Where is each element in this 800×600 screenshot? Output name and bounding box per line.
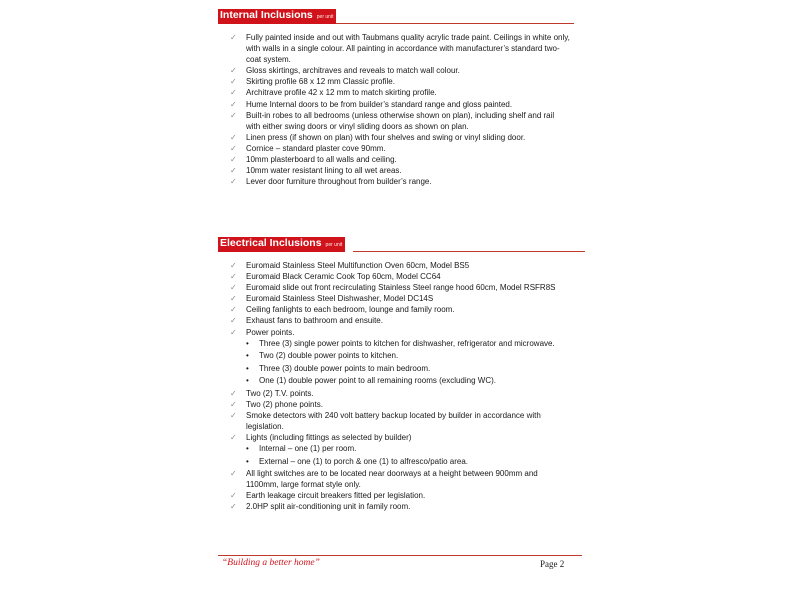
checkmark-icon: ✓	[230, 469, 237, 479]
list-item	[230, 132, 570, 143]
list-item-text: Two (2) phone points.	[246, 399, 323, 409]
list-item-text: Ceiling fanlights to each bedroom, lounge and family room.	[246, 305, 455, 315]
per-unit-label: per unit	[316, 14, 334, 20]
internal-inclusions-list	[230, 32, 570, 187]
checkmark-icon: ✓	[230, 294, 237, 304]
list-item-text: Gloss skirtings, architraves and reveals to match wall colour.	[246, 66, 460, 76]
sub-list-item-text: Three (3) single power points to kitchen for dishwasher, refrigerator and microwave.	[259, 338, 555, 348]
list-item-text: Hume Internal doors to be from builder’s standard range and gloss painted.	[246, 99, 513, 109]
per-unit-label: per unit	[325, 242, 343, 248]
list-item-text: Linen press (if shown on plan) with four shelves and swing or vinyl sliding door.	[246, 132, 526, 142]
list-item	[230, 327, 586, 388]
list-item-text: Architrave profile 42 x 12 mm to match skirting profile.	[246, 88, 437, 98]
checkmark-icon: ✓	[230, 410, 237, 420]
list-item-text: Lights (including fittings as selected by builder)	[246, 433, 412, 443]
checkmark-icon: ✓	[230, 327, 237, 337]
bullet-icon: •	[246, 338, 249, 348]
bullet-icon: •	[246, 456, 249, 466]
electrical-inclusions-title: Electrical Inclusions per unit	[218, 237, 345, 252]
checkmark-icon: ✓	[230, 388, 237, 398]
footer-rule	[218, 555, 582, 556]
list-item	[230, 282, 586, 293]
list-item-text: Earth leakage circuit breakers fitted per legislation.	[246, 491, 426, 501]
list-item-text: Smoke detectors with 240 volt battery backup located by builder in accordance with legislation.	[246, 410, 541, 431]
list-item-text: Skirting profile 68 x 12 mm Classic profile.	[246, 77, 395, 87]
list-item-text: Euromaid Stainless Steel Multifunction Oven 60cm, Model BS5	[246, 261, 470, 270]
sub-list-item-text: Two (2) double power points to kitchen.	[259, 351, 399, 361]
list-item-text: Exhaust fans to bathroom and ensuite.	[246, 316, 383, 326]
list-item-text: Euromaid slide out front recirculating Stainless Steel range hood 60cm, Model RSFR8S	[246, 283, 556, 293]
internal-inclusions-title: Internal Inclusions per unit	[218, 9, 336, 24]
bullet-icon: •	[246, 363, 249, 373]
checkmark-icon: ✓	[230, 99, 237, 109]
list-item	[230, 110, 570, 132]
header-rule	[353, 251, 585, 252]
sub-list-item	[230, 338, 586, 351]
internal-inclusions-header	[218, 9, 574, 24]
checkmark-icon: ✓	[230, 433, 237, 443]
list-item	[230, 65, 570, 76]
list-item	[230, 304, 586, 315]
checkmark-icon: ✓	[230, 502, 237, 512]
list-item	[230, 410, 586, 432]
list-item	[230, 154, 570, 165]
checkmark-icon: ✓	[230, 155, 237, 165]
list-item	[230, 432, 586, 468]
sub-list-item	[230, 375, 586, 388]
list-item	[230, 143, 570, 154]
checkmark-icon: ✓	[230, 283, 237, 293]
list-item	[230, 32, 570, 65]
sub-list-item	[230, 456, 586, 469]
list-item-text: Built-in robes to all bedrooms (unless otherwise shown on plan), including shelf and rail with either swing doors or vinyl sliding doors as shown on plan.	[246, 110, 555, 131]
list-item-text: All light switches are to be located near doorways at a height between 900mm and 1100mm, large format style only.	[246, 469, 538, 490]
list-item	[230, 388, 586, 399]
list-item	[230, 315, 586, 326]
sub-list-item	[230, 350, 586, 363]
sub-list-item-text: Internal – one (1) per room.	[259, 444, 357, 454]
checkmark-icon: ✓	[230, 316, 237, 326]
list-item	[230, 293, 586, 304]
sub-list	[230, 443, 586, 468]
sub-list-item	[230, 363, 586, 376]
list-item	[230, 501, 586, 512]
bullet-icon: •	[246, 376, 249, 386]
bullet-icon: •	[246, 444, 249, 454]
checkmark-icon: ✓	[230, 272, 237, 282]
list-item-text: Two (2) T.V. points.	[246, 388, 314, 398]
list-item-text: 2.0HP split air-conditioning unit in family room.	[246, 502, 411, 512]
list-item	[230, 490, 586, 501]
sub-list-item-text: External – one (1) to porch & one (1) to alfresco/patio area.	[259, 456, 469, 466]
bullet-icon: •	[246, 351, 249, 361]
list-item-text: Euromaid Black Ceramic Cook Top 60cm, Model CC64	[246, 272, 441, 282]
checkmark-icon: ✓	[230, 33, 237, 42]
list-item	[230, 99, 570, 110]
list-item	[230, 87, 570, 98]
list-item	[230, 76, 570, 87]
checkmark-icon: ✓	[230, 305, 237, 315]
sub-list-item-text: Three (3) double power points to main bedroom.	[259, 363, 431, 373]
checkmark-icon: ✓	[230, 143, 237, 153]
checkmark-icon: ✓	[230, 261, 237, 270]
list-item	[230, 399, 586, 410]
checkmark-icon: ✓	[230, 132, 237, 142]
electrical-inclusions-list	[230, 260, 586, 513]
checkmark-icon: ✓	[230, 399, 237, 409]
list-item	[230, 468, 586, 490]
list-item-text: Euromaid Stainless Steel Dishwasher, Model DC14S	[246, 294, 434, 304]
list-item	[230, 271, 586, 282]
header-rule	[336, 23, 574, 24]
checkmark-icon: ✓	[230, 491, 237, 501]
electrical-inclusions-header	[218, 237, 585, 252]
sub-list-item-text: One (1) double power point to all remaining rooms (excluding WC).	[259, 376, 496, 386]
list-item-text: Power points.	[246, 327, 295, 337]
list-item	[230, 165, 570, 176]
page-number: Page 2	[540, 559, 565, 569]
checkmark-icon: ✓	[230, 110, 237, 120]
sub-list	[230, 338, 586, 388]
footer-slogan: “Building a better home”	[222, 558, 320, 568]
list-item	[230, 260, 586, 271]
list-item-text: Cornice – standard plaster cove 90mm.	[246, 143, 386, 153]
checkmark-icon: ✓	[230, 88, 237, 98]
list-item-text: 10mm plasterboard to all walls and ceiling.	[246, 155, 397, 165]
checkmark-icon: ✓	[230, 177, 237, 187]
list-item-text: 10mm water resistant lining to all wet areas.	[246, 166, 402, 176]
list-item-text: Lever door furniture throughout from builder’s range.	[246, 177, 432, 187]
list-item	[230, 176, 570, 187]
list-item-text: Fully painted inside and out with Taubmans quality acrylic trade paint. Ceilings in white only, with walls in a single colour. All painting in accordance with manufacturer’s standard two-coat system.	[246, 33, 570, 65]
checkmark-icon: ✓	[230, 166, 237, 176]
sub-list-item	[230, 443, 586, 456]
checkmark-icon: ✓	[230, 77, 237, 87]
checkmark-icon: ✓	[230, 66, 237, 76]
